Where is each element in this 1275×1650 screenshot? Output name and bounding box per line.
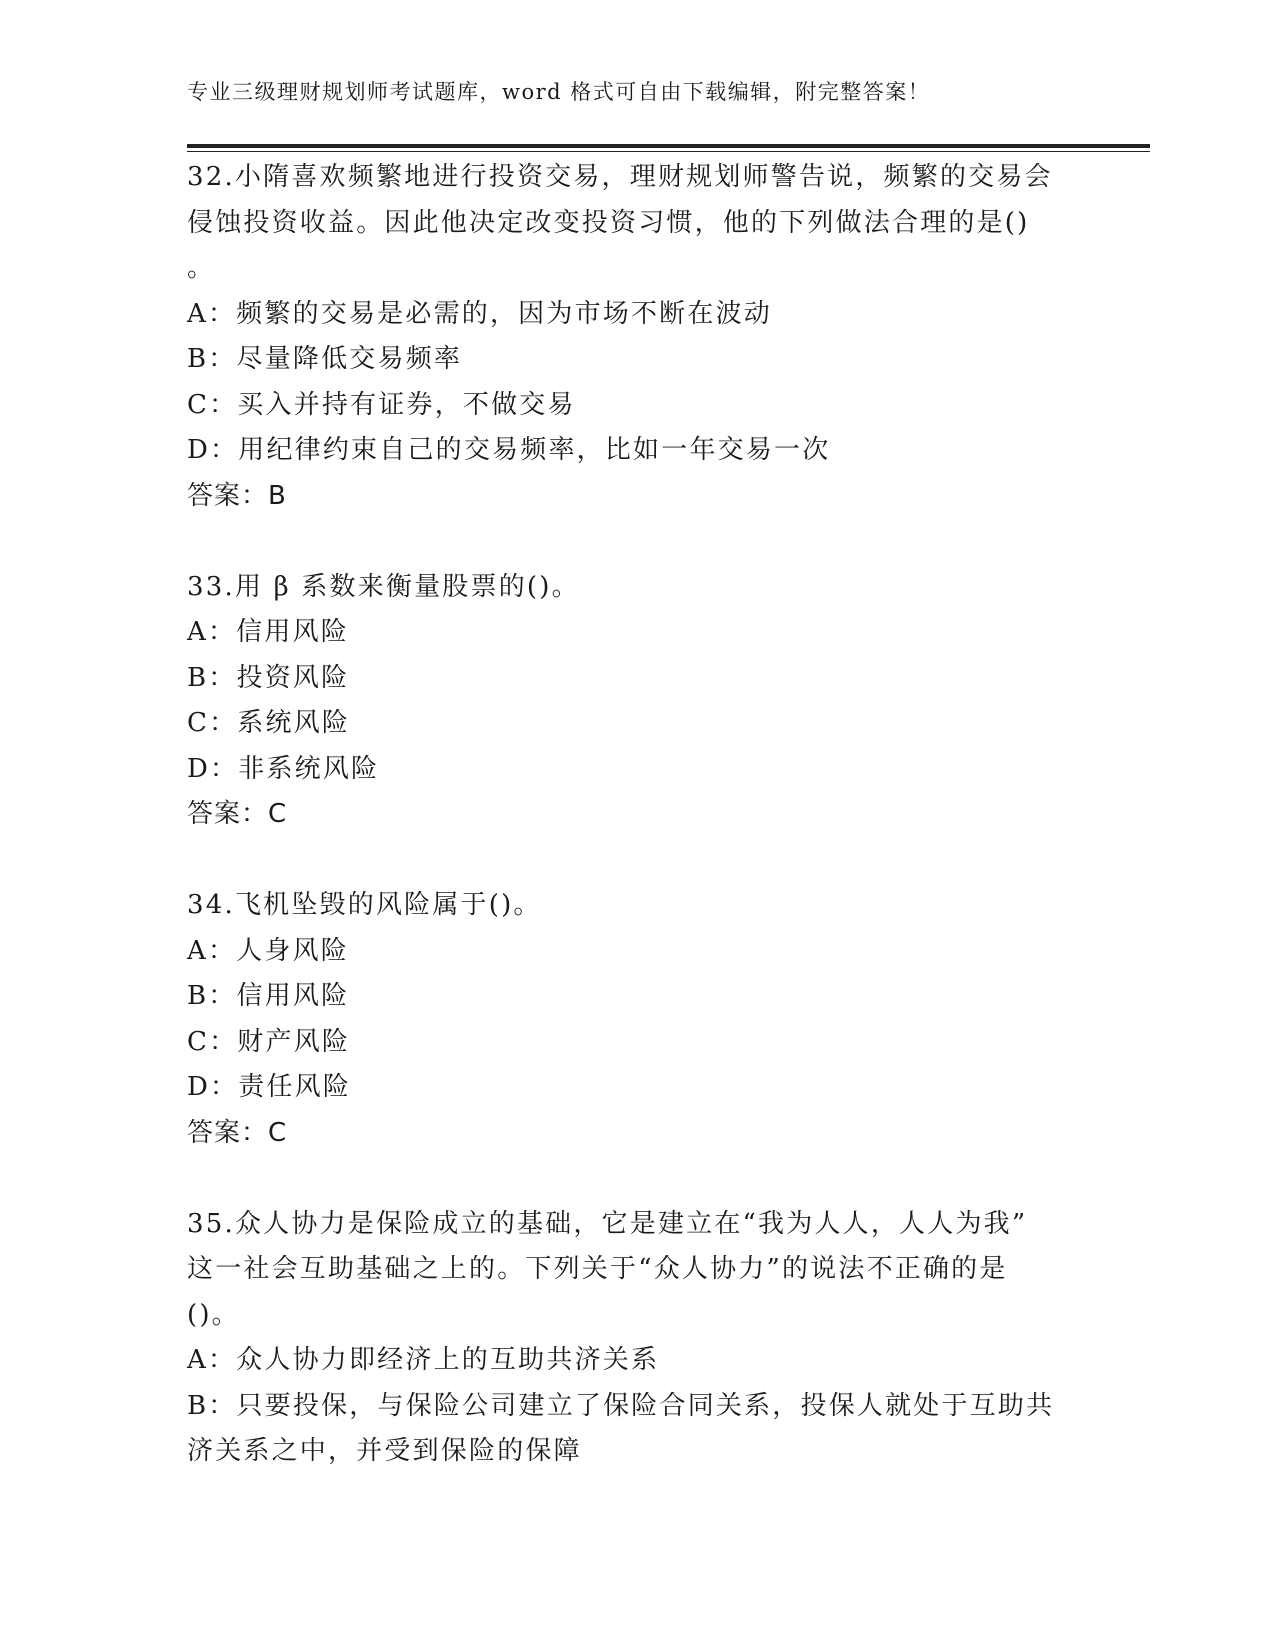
spacer	[187, 838, 1087, 884]
question-35	[187, 1202, 1087, 1475]
question-text: 。	[187, 253, 216, 283]
option-a: A：信用风险	[187, 617, 349, 647]
page-header: 专业三级理财规划师考试题库，word 格式可自由下载编辑，附完整答案！	[187, 80, 931, 104]
answer: 答案：C	[187, 799, 288, 829]
question-34	[187, 883, 1087, 1156]
option-a: A：人身风险	[187, 935, 349, 966]
question-list	[187, 155, 1087, 1475]
option-b-continued: 济关系之中，并受到保险的保障	[187, 1436, 582, 1466]
option-b: B：尽量降低交易频率	[187, 344, 463, 374]
option-d: D：责任风险	[187, 1072, 352, 1102]
question-text: 35.众人协力是保险成立的基础，它是建立在“我为人人，人人为我”	[187, 1208, 1028, 1239]
question-text: 34.飞机坠毁的风险属于()。	[187, 890, 542, 920]
spacer	[187, 1156, 1087, 1202]
spacer	[187, 519, 1087, 565]
question-text: 33.用 β 系数来衡量股票的()。	[187, 571, 580, 602]
question-32	[187, 155, 1087, 519]
option-c: C：系统风险	[187, 708, 351, 738]
question-text: 这一社会互助基础之上的。下列关于“众人协力”的说法不正确的是	[187, 1254, 1008, 1284]
answer: 答案：C	[187, 1117, 288, 1148]
question-33	[187, 565, 1087, 838]
option-b: B：信用风险	[187, 981, 350, 1011]
option-c: C：财产风险	[187, 1026, 351, 1057]
option-d: D：非系统风险	[187, 753, 380, 784]
option-c: C：买入并持有证券，不做交易	[187, 389, 576, 420]
question-text: ()。	[187, 1299, 240, 1330]
option-a: A：频繁的交易是必需的，因为市场不断在波动	[187, 298, 772, 329]
question-text: 侵蚀投资收益。因此他决定改变投资习惯，他的下列做法合理的是()	[187, 207, 1030, 238]
header-rule-thick	[187, 144, 1150, 148]
option-a: A：众人协力即经济上的互助共济关系	[187, 1345, 660, 1375]
option-b: B：投资风险	[187, 662, 350, 693]
option-d: D：用纪律约束自己的交易频率，比如一年交易一次	[187, 435, 831, 465]
answer: 答案：B	[187, 480, 287, 511]
header-rule-thin	[187, 151, 1150, 152]
question-text: 32.小隋喜欢频繁地进行投资交易，理财规划师警告说，频繁的交易会	[187, 162, 1053, 192]
option-b: B：只要投保，与保险公司建立了保险合同关系，投保人就处于互助共	[187, 1390, 1055, 1421]
